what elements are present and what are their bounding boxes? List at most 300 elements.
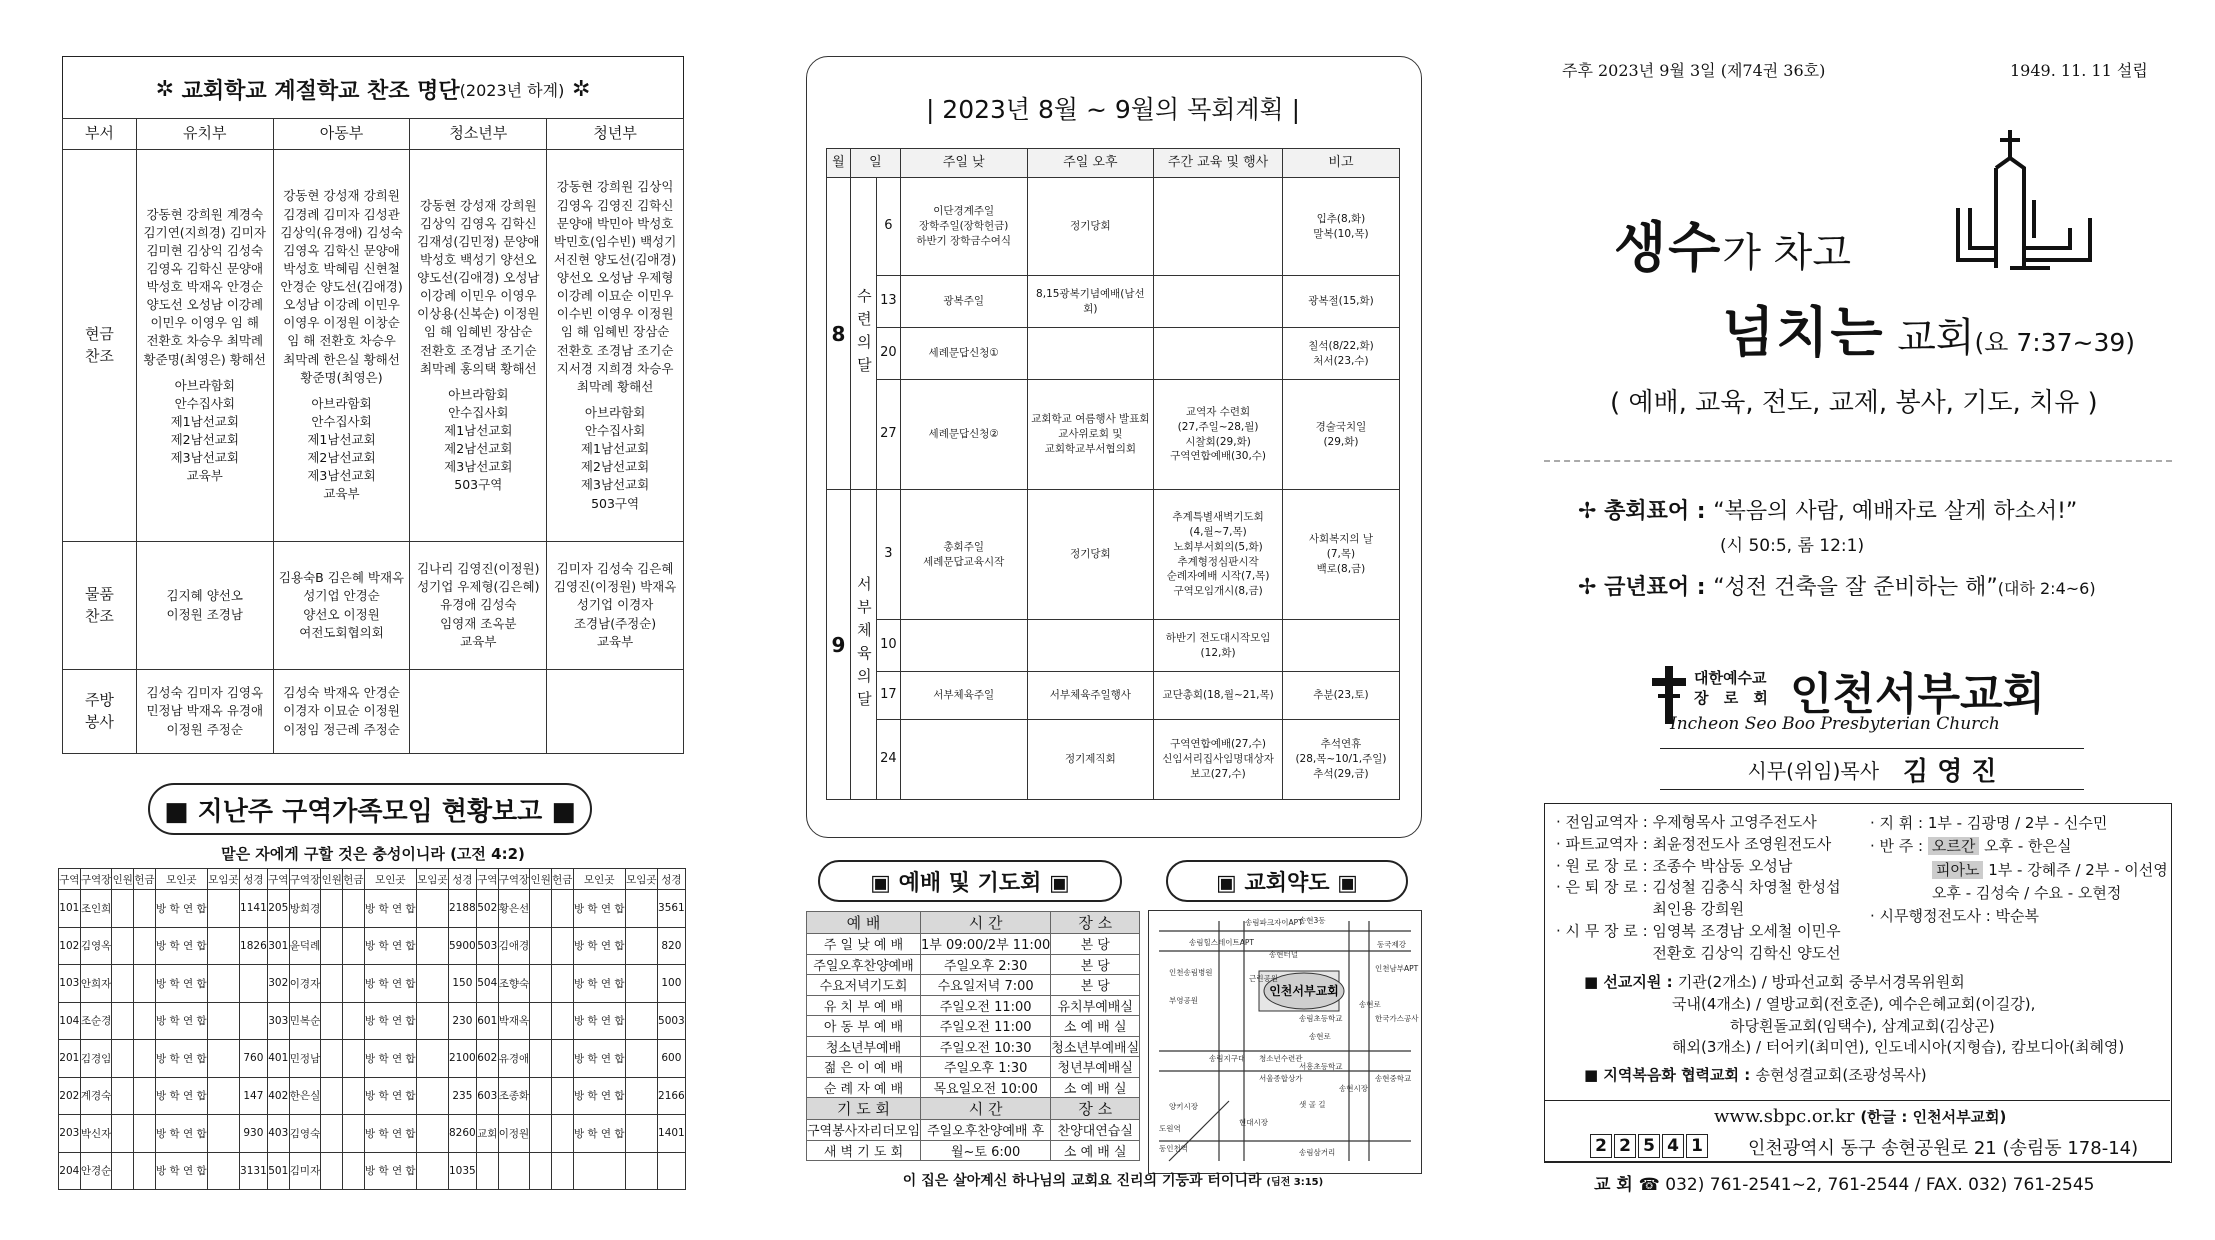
table-cell: 방 학 연 합: [155, 965, 207, 1003]
table-row: [59, 1077, 686, 1115]
founded-date: 1949. 11. 11 설립: [2010, 61, 2148, 80]
header-cell: 구역: [59, 869, 81, 890]
header-cell: 헌금: [134, 869, 156, 890]
plan-cell: 정기제직회: [1027, 720, 1154, 800]
table-cell: [112, 1002, 134, 1040]
table-cell: [112, 1152, 134, 1190]
donor-names: 강동현 강희원 계경숙 김기연(지희경) 김미자 김미현 김상익 김성숙 김영옥 김학신 문양애 박성호 박재옥 안경순 양도선 오성남 이강례 이민우 이영우 임 해 전환호 차승우 최막례 황준명(최영은) 황해선: [143, 206, 266, 367]
header-cell: 구역장: [289, 869, 321, 890]
worship-cell: 소 예 배 실: [1051, 1016, 1140, 1037]
donor-groups: 아브라함회 안수집사회 제1남선교회 제2남선교회 제3남선교회 503구역: [580, 404, 650, 511]
section-report-table: [58, 868, 686, 1190]
table-cell: 1141: [239, 890, 267, 928]
plan-cell: 이단경계주일 장학주일(장학헌금) 하반기 장학금수여식: [900, 178, 1027, 276]
table-cell: 이경자: [289, 965, 321, 1003]
table-cell: [134, 1152, 156, 1190]
table-cell: 147: [239, 1077, 267, 1115]
donor-cell: [136, 150, 273, 542]
header-cell: 유치부: [136, 119, 273, 150]
table-cell: 502: [476, 890, 498, 928]
worship-row: [807, 995, 1140, 1016]
map-label: 동인천역: [1159, 1144, 1188, 1153]
zip-digit: 2: [1614, 1134, 1636, 1158]
table-cell: 102: [59, 927, 81, 965]
table-cell: [134, 1077, 156, 1115]
table-cell: [207, 1077, 239, 1115]
map-label: 송림삼거리: [1299, 1148, 1336, 1157]
table-cell: [416, 965, 448, 1003]
worship-cell: 본 당: [1051, 954, 1140, 975]
worship-cell: 찬양대연습실: [1051, 1120, 1140, 1141]
header-cell: 모인곳: [155, 869, 207, 890]
worship-row: [807, 1120, 1140, 1141]
plan-title: | 2023년 8월 ~ 9월의 목회계획 |: [925, 95, 1301, 124]
table-cell: [207, 890, 239, 928]
table-cell: [321, 1040, 343, 1078]
table-cell: [530, 890, 552, 928]
table-cell: [573, 1152, 625, 1190]
table-cell: 103: [59, 965, 81, 1003]
table-cell: 조향숙: [498, 965, 530, 1003]
map-label: 서울종합상가: [1259, 1074, 1303, 1083]
table-cell: 방 학 연 합: [573, 927, 625, 965]
staff-names: 조종수 박삼동 오성남: [1652, 856, 1793, 875]
mission-label: ■ 선교지원 :: [1584, 973, 1678, 991]
pianist: [1870, 859, 2168, 882]
worship-cell: 주일오후찬양예배: [807, 954, 921, 975]
map-label: 근린공원: [1249, 974, 1278, 983]
staff-row: [1556, 812, 1841, 834]
worship-cell: 시 간: [921, 1098, 1051, 1120]
map-label: 송림파크자이APT: [1245, 918, 1303, 927]
donor-groups: 아브라함회 안수집사회 제1남선교회 제2남선교회 제3남선교회 503구역: [444, 386, 513, 493]
table-cell: 박재옥: [498, 1002, 530, 1040]
plan-cell: 27: [876, 380, 900, 490]
worship-cell: 본 당: [1051, 975, 1140, 996]
plan-month: 8: [827, 178, 851, 490]
plan-cell: 24: [876, 720, 900, 800]
header-cell: 일: [850, 149, 900, 178]
row-label: 현금 찬조: [63, 150, 137, 542]
zip-digit: 5: [1638, 1134, 1660, 1158]
staff-list: [1556, 812, 1841, 964]
table-cell: [112, 927, 134, 965]
church-name: 인천서부교회: [1790, 669, 2046, 720]
table-cell: [416, 1040, 448, 1078]
section-report-verse: 맡은 자에게 구할 것은 충성이니라 (고전 4:2): [221, 845, 525, 863]
table-cell: 윤덕례: [289, 927, 321, 965]
table-cell: [343, 1115, 365, 1153]
table-cell: [239, 965, 267, 1003]
pianist-label: · 반 주 :: [1870, 837, 1928, 856]
donor-cell: [410, 670, 547, 754]
worship-cell: 주 일 낮 예 배: [807, 934, 921, 955]
table-cell: 방 학 연 합: [573, 1077, 625, 1115]
header-cell: 모인곳: [573, 869, 625, 890]
table-cell: 820: [657, 927, 685, 965]
table-cell: 930: [239, 1115, 267, 1153]
motto-label: ✢ 금년표어 :: [1578, 575, 1714, 600]
table-row: [59, 927, 686, 965]
header-cell: 성경: [657, 869, 685, 890]
donor-cell: 김성숙 박재옥 안경순 이경자 이묘순 이정원 이정임 정근례 주정순: [273, 670, 410, 754]
table-cell: [552, 1077, 574, 1115]
worship-cell: 1부 09:00/2부 11:00: [921, 934, 1051, 955]
table-cell: [321, 1077, 343, 1115]
conductor: · 지 휘 : 1부 - 김광명 / 2부 - 신수민: [1870, 814, 2108, 832]
plan-cell: 10: [876, 620, 900, 672]
table-cell: [134, 1040, 156, 1078]
table-cell: 303: [267, 1002, 289, 1040]
worship-row: [807, 1016, 1140, 1037]
header-cell: 주일 낮: [900, 149, 1027, 178]
table-cell: 방 학 연 합: [573, 965, 625, 1003]
mission-item: 국내(4개소) / 열방교회(전호준), 예수은혜교회(이길강),: [1672, 994, 2036, 1013]
worship-cell: 소 예 배 실: [1051, 1077, 1140, 1098]
staff-label: · 파트교역자 :: [1556, 834, 1653, 853]
table-cell: [498, 1152, 530, 1190]
table-cell: 501: [267, 1152, 289, 1190]
footer-url[interactable]: www.sbpc.or.kr: [1714, 1106, 1855, 1127]
table-cell: 안희자: [80, 965, 112, 1003]
plan-cell: 교회학교 여름행사 발표회 교사위로회 및 교회학교부서협의회: [1027, 380, 1154, 490]
table-cell: [343, 890, 365, 928]
section-header-row: [59, 869, 686, 890]
sparkle-icon: ✲: [564, 76, 591, 102]
table-cell: 230: [448, 1002, 476, 1040]
table-cell: 한은실: [289, 1077, 321, 1115]
table-cell: [530, 1002, 552, 1040]
section-report-title: ■ 지난주 구역가족모임 현황보고 ■: [148, 783, 592, 835]
table-cell: [134, 965, 156, 1003]
table-cell: [207, 1002, 239, 1040]
table-cell: 602: [476, 1040, 498, 1078]
donor-cell: 김성숙 김미자 김영옥 민정남 박재옥 유경애 이정원 주정순: [136, 670, 273, 754]
fax: / FAX. 032) 761-2545: [1914, 1175, 2095, 1195]
table-cell: 방 학 연 합: [364, 1040, 416, 1078]
table-row: [59, 1040, 686, 1078]
worship-row: [807, 934, 1140, 955]
slogan-1a: 생수: [1614, 216, 1723, 279]
table-cell: 방 학 연 합: [155, 890, 207, 928]
table-cell: [343, 1152, 365, 1190]
table-cell: [112, 1115, 134, 1153]
plan-cell: [1154, 276, 1283, 328]
map-drawing: [1149, 911, 1421, 1173]
map-label: 송림힐스테이트APT: [1189, 938, 1254, 947]
worship-cell: 장 소: [1051, 912, 1140, 934]
slogan-sub: ( 예배, 교육, 전도, 교제, 봉사, 기도, 치유 ): [1610, 388, 2098, 418]
table-cell: [625, 927, 657, 965]
table-cell: [552, 1115, 574, 1153]
organ-badge: 오르간: [1928, 837, 1979, 855]
plan-row: [827, 672, 1400, 720]
worship-cell: 예 배: [807, 912, 921, 934]
header-cell: 모인곳: [364, 869, 416, 890]
staff-label: · 은 퇴 장 로 :: [1556, 878, 1653, 897]
table-cell: [625, 1115, 657, 1153]
worship-header-row: [807, 912, 1140, 934]
worship-cell: 아 동 부 예 배: [807, 1016, 921, 1037]
table-cell: 김영옥: [80, 927, 112, 965]
donors-row-goods: [63, 542, 684, 670]
table-cell: 안경순: [80, 1152, 112, 1190]
table-cell: 760: [239, 1040, 267, 1078]
organ-text: 오후 - 한은실: [1979, 837, 2072, 856]
map-label: 송현시장: [1339, 1084, 1368, 1093]
table-cell: [112, 890, 134, 928]
church-name-eng: Incheon Seo Boo Presbyterian Church: [1670, 714, 2000, 734]
plan-cell: 광복주일: [900, 276, 1027, 328]
worship-cell: 주일오전 10:30: [921, 1036, 1051, 1057]
plan-cell: 추석연휴 (28,목~10/1,주일) 추석(29,금): [1282, 720, 1399, 800]
plan-month: 9: [827, 490, 851, 800]
pastor-box: [1660, 748, 2084, 790]
plan-cell: 8,15광복기념예배(남선회): [1027, 276, 1154, 328]
zip-digit: 2: [1590, 1134, 1612, 1158]
motto-general: [1578, 494, 2077, 525]
table-cell: 202: [59, 1077, 81, 1115]
table-cell: 김경임: [80, 1040, 112, 1078]
worship-row: [807, 1036, 1140, 1057]
denomination-2: 장 로 회: [1694, 689, 1773, 708]
table-cell: 503: [476, 927, 498, 965]
table-cell: 방 학 연 합: [155, 1077, 207, 1115]
worship-cell: 주일오후찬양예배 후: [921, 1120, 1051, 1141]
table-cell: 방 학 연 합: [364, 890, 416, 928]
table-cell: 402: [267, 1077, 289, 1115]
staff-row: [1556, 921, 1841, 965]
table-cell: 504: [476, 965, 498, 1003]
table-cell: 2166: [657, 1077, 685, 1115]
map-label: 송림지구대: [1209, 1054, 1246, 1063]
donor-names: 강동현 강성재 강희원 김상익 김영옥 김학신 김재성(김민정) 문양애 박성호 백성기 양선오 양도선(김애경) 오성남 이강례 이민우 이영우 이상용(신복순) 이정원 임 해 임혜빈 장삼순 전환호 조경남 조기순 최막례 홍의택 황해선: [417, 197, 540, 376]
plan-cell: 경술국치일 (29,화): [1282, 380, 1399, 490]
table-cell: [343, 1077, 365, 1115]
worship-pill: ▣ 예배 및 기도회 ▣: [818, 860, 1122, 902]
sparkle-icon: ✲: [155, 76, 182, 102]
header-cell: 인원: [530, 869, 552, 890]
plan-table: [826, 148, 1400, 800]
worship-cell: 목요일오전 10:00: [921, 1077, 1051, 1098]
tel: 032) 761-2541~2, 761-2544: [1665, 1175, 1910, 1195]
donor-cell: [273, 150, 410, 542]
slogan-1b: 가 차고: [1722, 230, 1851, 276]
table-cell: [625, 1040, 657, 1078]
staff-label: · 원 로 장 로 :: [1556, 856, 1653, 875]
table-cell: [207, 1040, 239, 1078]
row-label: 주방 봉사: [63, 670, 137, 754]
worship-cell: 청소년부예배: [807, 1036, 921, 1057]
worship-cell: 본 당: [1051, 934, 1140, 955]
table-cell: [625, 1152, 657, 1190]
partner-row: [1584, 1065, 2124, 1087]
zip-digit: 1: [1686, 1134, 1708, 1158]
footer-address: 인천광역시 동구 송현공원로 21 (송림동 178-14): [1748, 1138, 2139, 1159]
donors-row-kitchen: [63, 670, 684, 754]
table-cell: 100: [657, 965, 685, 1003]
plan-cell: [900, 620, 1027, 672]
worship-cell: 주일오후 1:30: [921, 1057, 1051, 1078]
header-cell: 구역: [267, 869, 289, 890]
donors-header-row: [63, 119, 684, 150]
table-cell: 603: [476, 1077, 498, 1115]
table-cell: [416, 927, 448, 965]
header-cell: 아동부: [273, 119, 410, 150]
table-row: [59, 1152, 686, 1190]
table-cell: 조순경: [80, 1002, 112, 1040]
pastor-label: 시무(위임)목사: [1747, 758, 1880, 783]
pianist-2: 오후 - 김성숙 / 수요 - 오현정: [1932, 883, 2122, 902]
table-cell: 황은선: [498, 890, 530, 928]
table-cell: 601: [476, 1002, 498, 1040]
table-cell: 방희경: [289, 890, 321, 928]
table-cell: [552, 1152, 574, 1190]
plan-cell: 세례문답신청①: [900, 328, 1027, 380]
plan-cell: 칠석(8/22,화) 처서(23,수): [1282, 328, 1399, 380]
header-cell: 모임곳: [207, 869, 239, 890]
header-cell: 성경: [239, 869, 267, 890]
slogan-line-1: [1614, 205, 1851, 282]
table-cell: 5900: [448, 927, 476, 965]
header-cell: 부서: [63, 119, 137, 150]
plan-cell: 입추(8,화) 말복(10,목): [1282, 178, 1399, 276]
staff-label: · 전임교역자 :: [1556, 813, 1653, 831]
map-label: 서흥초등학교: [1299, 1062, 1343, 1071]
header-cell: 모임곳: [625, 869, 657, 890]
worship-cell: 유 치 부 예 배: [807, 995, 921, 1016]
header-cell: 구역장: [498, 869, 530, 890]
table-cell: [416, 1115, 448, 1153]
table-cell: [416, 1077, 448, 1115]
row-label: 물품 찬조: [63, 542, 137, 670]
slogan-ref: (요 7:37~39): [1974, 328, 2136, 357]
staff-label: · 시 무 장 로 :: [1556, 921, 1653, 940]
table-cell: 김미자: [289, 1152, 321, 1190]
worship-cell: 주일오후 2:30: [921, 954, 1051, 975]
mission-row: [1584, 972, 2124, 994]
donor-cell: 김지혜 양선오 이정원 조경남: [136, 542, 273, 670]
admin: · 시무행정전도사 : 박순복: [1870, 907, 2040, 925]
donors-table: [62, 118, 684, 754]
tel-label: 교 회 ☎: [1594, 1175, 1660, 1195]
divider: [1544, 460, 2172, 462]
table-cell: [112, 1077, 134, 1115]
table-row: [59, 965, 686, 1003]
table-cell: [530, 965, 552, 1003]
table-cell: [530, 1152, 552, 1190]
table-cell: [321, 1002, 343, 1040]
footer-url-row: [1714, 1106, 2006, 1127]
table-cell: [321, 1152, 343, 1190]
piano-text: 1부 - 강혜주 / 2부 - 이선영: [1983, 860, 2168, 879]
table-cell: 150: [448, 965, 476, 1003]
table-row: [59, 890, 686, 928]
table-cell: 301: [267, 927, 289, 965]
table-cell: 403: [267, 1115, 289, 1153]
donor-cell: [410, 150, 547, 542]
worship-cell: 순 례 자 예 배: [807, 1077, 921, 1098]
table-cell: [207, 1115, 239, 1153]
table-cell: [343, 927, 365, 965]
plan-cell: 사회복지의 날 (7,목) 백로(8,금): [1282, 490, 1399, 620]
plan-cell: 세례문답신청②: [900, 380, 1027, 490]
table-cell: 204: [59, 1152, 81, 1190]
plan-cell: [1027, 620, 1154, 672]
table-cell: 201: [59, 1040, 81, 1078]
table-cell: [530, 1115, 552, 1153]
worship-cell: 시 간: [921, 912, 1051, 934]
header-cell: 청년부: [547, 119, 684, 150]
table-cell: 방 학 연 합: [573, 1040, 625, 1078]
table-cell: 2100: [448, 1040, 476, 1078]
map-label: 양키시장: [1169, 1102, 1198, 1111]
worship-cell: 기 도 회: [807, 1098, 921, 1120]
table-cell: 방 학 연 합: [364, 1002, 416, 1040]
table-cell: [343, 1002, 365, 1040]
table-cell: 김영숙: [289, 1115, 321, 1153]
church-map: [1148, 910, 1422, 1174]
partner-label: ■ 지역복음화 협력교회 :: [1584, 1066, 1756, 1084]
table-cell: [530, 1040, 552, 1078]
header-cell: 주일 오후: [1027, 149, 1154, 178]
table-cell: [552, 1002, 574, 1040]
plan-cell: 13: [876, 276, 900, 328]
plan-cell: 추계특별새벽기도회 (4,월~7,목) 노회부서회의(5,화) 추계형정심판시작 순례자예배 시작(7,목) 구역모임개시(8,금): [1154, 490, 1283, 620]
pastor-name: 김 영 진: [1903, 756, 1997, 787]
staff-row: [1556, 856, 1841, 878]
table-cell: 8260: [448, 1115, 476, 1153]
table-cell: 3561: [657, 890, 685, 928]
plan-cell: [1027, 328, 1154, 380]
table-cell: [552, 927, 574, 965]
footer-divider: [1544, 1100, 2170, 1101]
table-cell: [207, 965, 239, 1003]
header-cell: 인원: [112, 869, 134, 890]
table-cell: [134, 927, 156, 965]
plan-row: [827, 490, 1400, 620]
plan-cell: 20: [876, 328, 900, 380]
worship-cell: 젊 은 이 예 배: [807, 1057, 921, 1078]
table-cell: 401: [267, 1040, 289, 1078]
donor-cell: [547, 150, 684, 542]
plan-cell: 하반기 전도대시작모임(12,화): [1154, 620, 1283, 672]
map-label: 송현로: [1309, 1032, 1331, 1041]
header-cell: 성경: [448, 869, 476, 890]
table-cell: 101: [59, 890, 81, 928]
table-cell: 302: [267, 965, 289, 1003]
worship-cell: 청소년부예배실: [1051, 1036, 1140, 1057]
map-label: 도원역: [1159, 1124, 1181, 1133]
table-cell: 235: [448, 1077, 476, 1115]
map-label: 샛 골 길: [1299, 1100, 1326, 1109]
table-cell: [343, 965, 365, 1003]
table-row: [59, 1002, 686, 1040]
motto-ref: (대하 2:4~6): [1997, 579, 2096, 598]
donors-title: 교회학교 계절학교 찬조 명단: [181, 78, 460, 104]
worship-row: [807, 975, 1140, 996]
plan-body: [827, 178, 1400, 800]
plan-cell: 추분(23,토): [1282, 672, 1399, 720]
map-label: 인천송림병원: [1169, 968, 1213, 977]
table-cell: 방 학 연 합: [155, 1115, 207, 1153]
plan-row: [827, 328, 1400, 380]
plan-month-name: 수련의달: [850, 178, 876, 490]
mission-item: 기관(2개소) / 방파선교회 중부서경목위원회: [1677, 973, 1965, 991]
header-cell: 구역: [476, 869, 498, 890]
table-cell: [416, 1152, 448, 1190]
table-cell: 박신자: [80, 1115, 112, 1153]
